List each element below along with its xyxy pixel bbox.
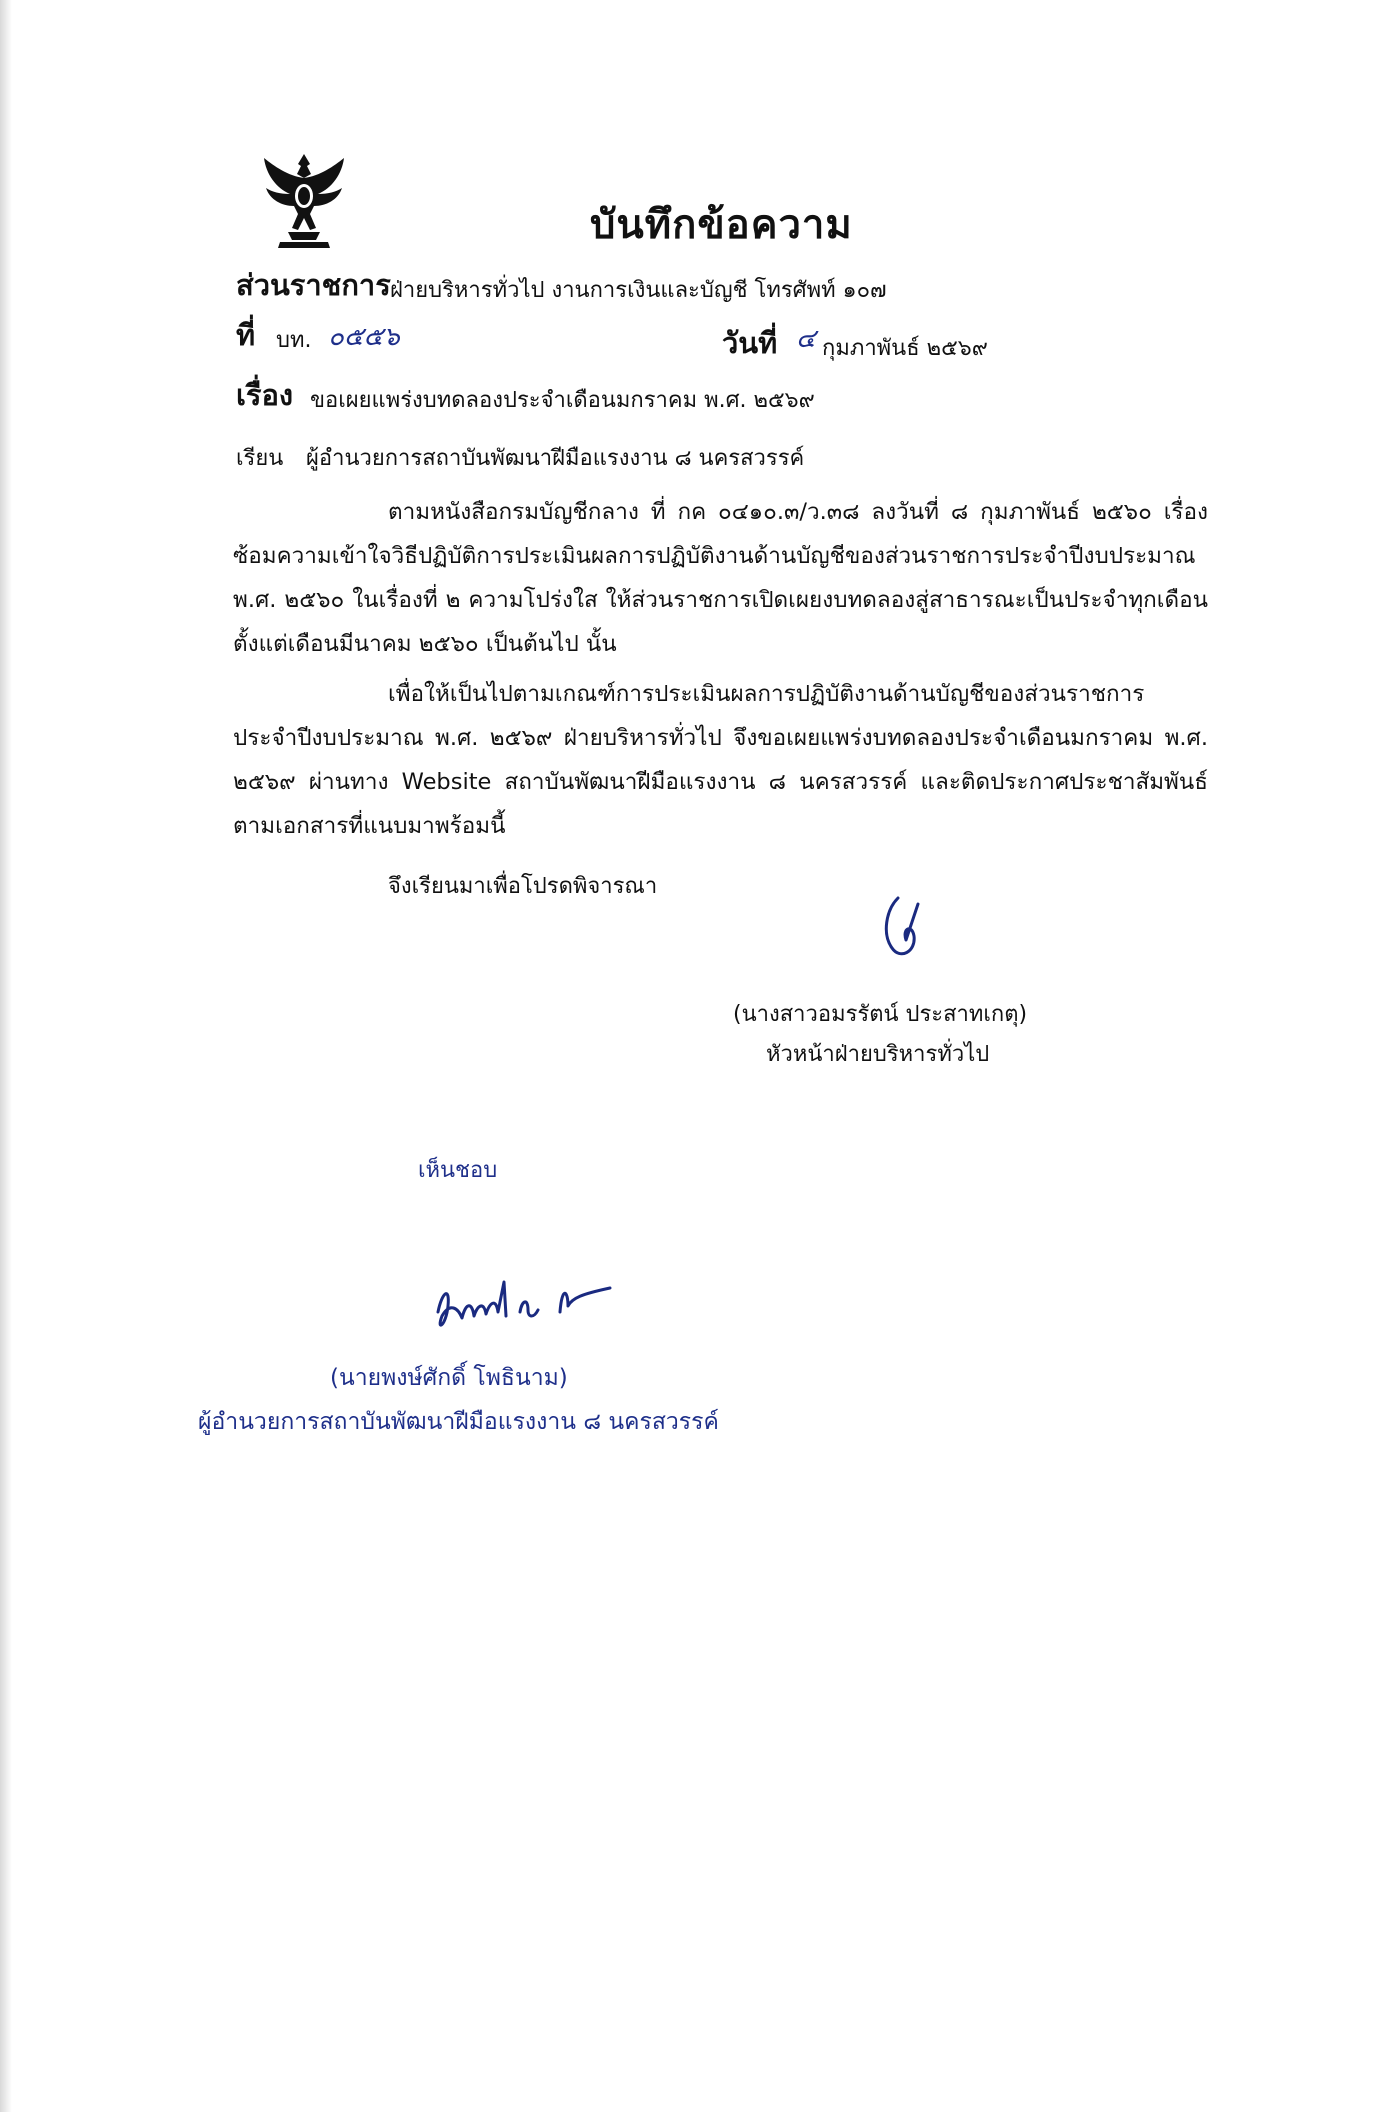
department-label: ส่วนราชการ (236, 268, 391, 302)
approver-signature-icon (428, 1272, 628, 1342)
ref-number-handwritten: ๐๕๕๖ (328, 322, 400, 352)
approver-position: ผู้อำนวยการสถาบันพัฒนาฝีมือแรงงาน ๘ นครสวรรค์ (198, 1409, 719, 1435)
to-value: ผู้อำนวยการสถาบันพัฒนาฝีมือแรงงาน ๘ นครสวรรค์ (306, 446, 805, 471)
garuda-emblem-icon (258, 148, 350, 250)
approval-note: เห็นชอบ (418, 1158, 498, 1183)
ref-prefix: บท. (276, 328, 312, 353)
memo-title: บันทึกข้อความ (590, 202, 853, 248)
subject-value: ขอเผยแพร่งบทดลองประจำเดือนมกราคม พ.ศ. ๒๕๖๙ (310, 388, 815, 413)
signature-icon (876, 890, 936, 970)
signer-position: หัวหน้าฝ่ายบริหารทั่วไป (766, 1042, 990, 1067)
to-label: เรียน (236, 446, 284, 471)
subject-label: เรื่อง (236, 378, 294, 412)
closing-line: จึงเรียนมาเพื่อโปรดพิจารณา (388, 874, 658, 899)
signer-name: (นางสาวอมรรัตน์ ประสาทเกตุ) (733, 1002, 1028, 1027)
scan-edge (0, 0, 12, 2112)
date-value: กุมภาพันธ์ ๒๕๖๙ (822, 336, 988, 361)
body-paragraph-2: เพื่อให้เป็นไปตามเกณฑ์การประเมินผลการปฏิบัติงานด้านบัญชีของส่วนราชการประจำปีงบประมาณ พ.ศ. ๒๕๖๙ ฝ่ายบริหารทั่วไป จึงขอเผยแพร่งบทดลองประจำเดือนมกราคม พ.ศ. ๒๕๖๙ ผ่านทาง Website สถาบันพัฒนาฝีมือแรงงาน ๘ นครสวรรค์ และติดประกาศประชาสัมพันธ์ตามเอกสารที่แนบมาพร้อมนี้ (233, 681, 1208, 839)
body-paragraph-1: ตามหนังสือกรมบัญชีกลาง ที่ กค ๐๔๑๐.๓/ว.๓๘ ลงวันที่ ๘ กุมภาพันธ์ ๒๕๖๐ เรื่อง ซ้อมความเข้าใจวิธีปฏิบัติการประเมินผลการปฏิบัติงานด้านบัญชีของส่วนราชการประจำปีงบประมาณ พ.ศ. ๒๕๖๐ ในเรื่องที่ ๒ ความโปร่งใส ให้ส่วนราชการเปิดเผยงบทดลองสู่สาธารณะเป็นประจำทุกเดือน ตั้งแต่เดือนมีนาคม ๒๕๖๐ เป็นต้นไป นั้น (233, 499, 1208, 657)
date-label: วันที่ (722, 326, 778, 360)
date-day-handwritten: ๔ (796, 324, 816, 354)
approver-name: (นายพงษ์ศักดิ์ โพธินาม) (330, 1365, 568, 1391)
ref-label: ที่ (236, 318, 256, 352)
department-value: ฝ่ายบริหารทั่วไป งานการเงินและบัญชี โทรศัพท์ ๑๐๗ (390, 278, 887, 303)
